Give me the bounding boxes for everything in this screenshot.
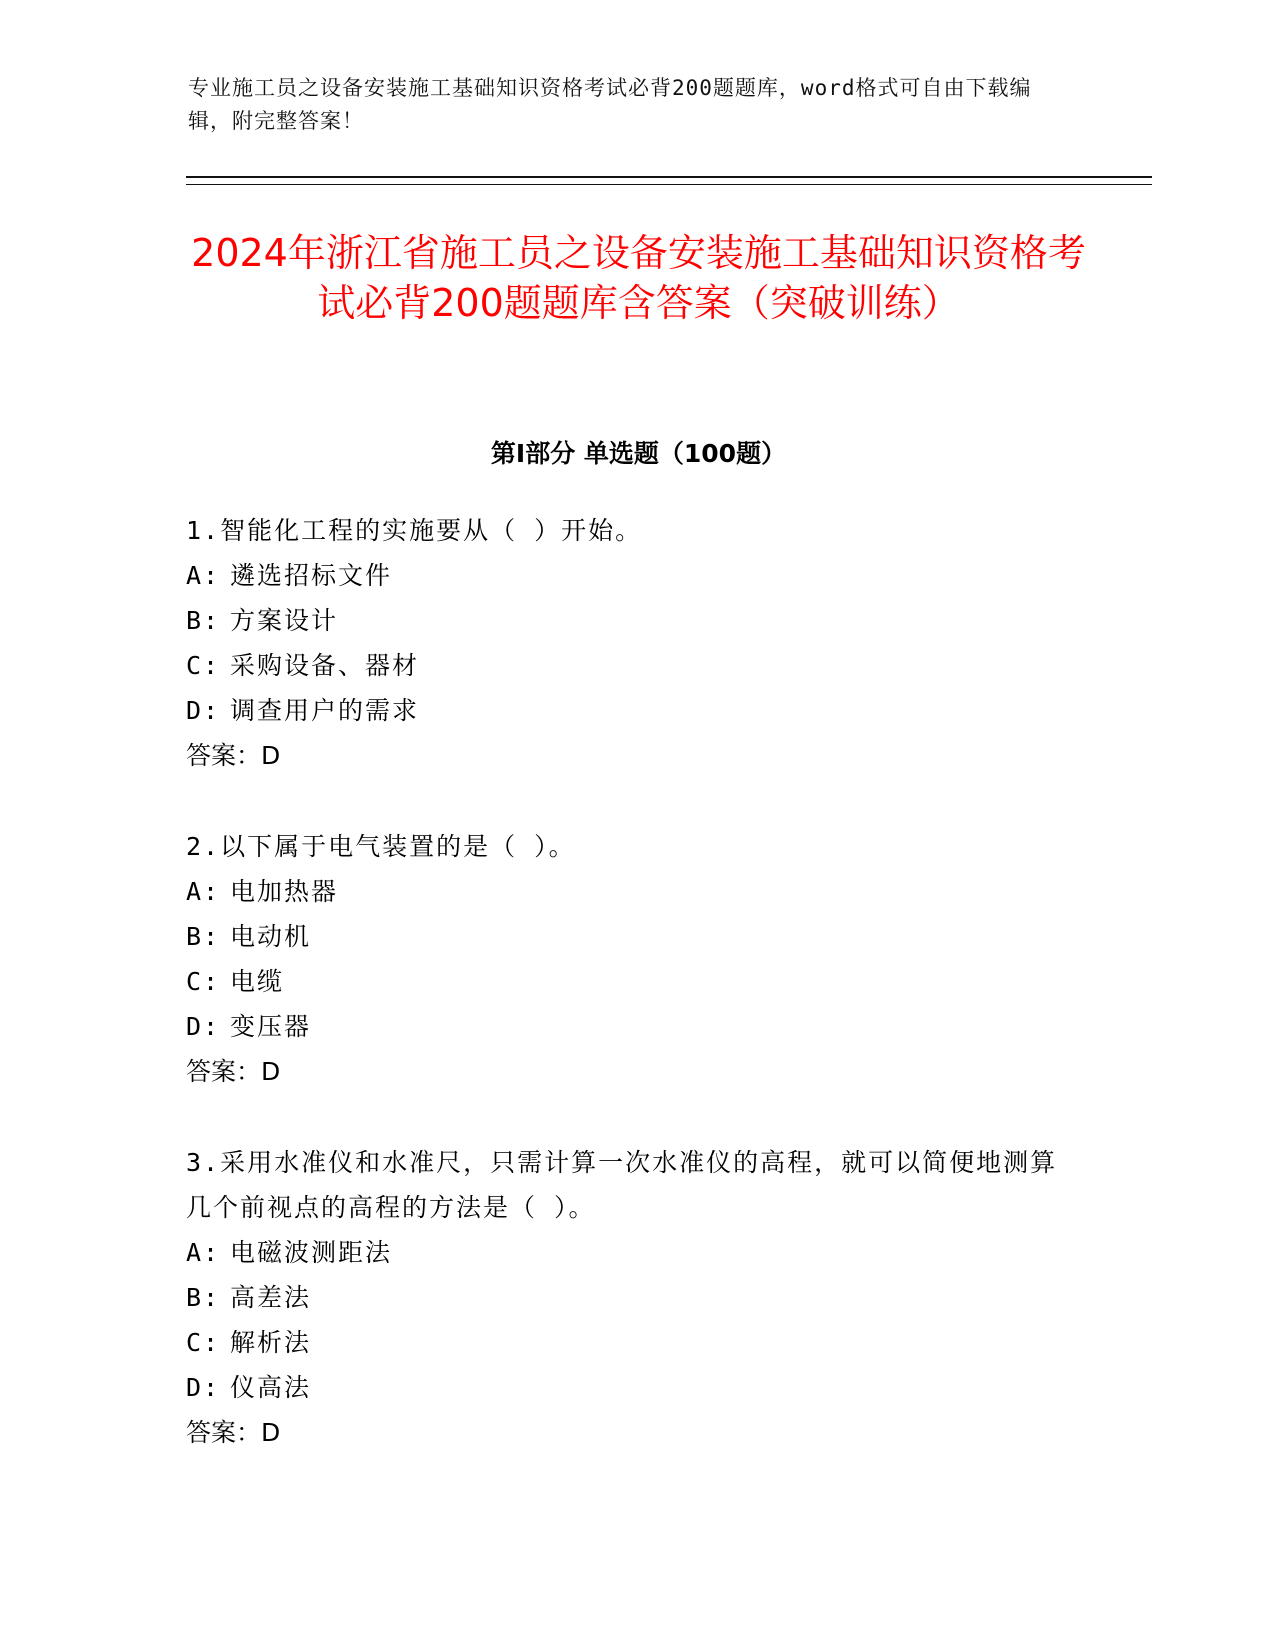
question-stem: 2.以下属于电气装置的是（ ）。 [186, 832, 576, 861]
question-item [186, 508, 1066, 778]
option-d [186, 1365, 1066, 1410]
option-key: D: [186, 1012, 221, 1041]
option-key: C: [186, 967, 221, 996]
option-d [186, 1004, 1066, 1049]
option-text: 高差法 [230, 1283, 312, 1312]
question-stem: 3.采用水准仪和水准尺，只需计算一次水准仪的高程，就可以简便地测算几个前视点的高程的方法是（ ）。 [186, 1148, 1058, 1222]
option-d [186, 688, 1066, 733]
option-text: 电缆 [230, 967, 285, 996]
option-text: 电动机 [230, 922, 312, 951]
option-b [186, 914, 1066, 959]
header-divider [186, 176, 1152, 185]
option-b [186, 598, 1066, 643]
option-key: B: [186, 922, 221, 951]
option-text: 调查用户的需求 [230, 696, 420, 725]
option-b [186, 1275, 1066, 1320]
option-key: A: [186, 561, 221, 590]
answer-line: 答案：D [186, 1057, 281, 1086]
option-c [186, 1320, 1066, 1365]
option-key: D: [186, 1373, 221, 1402]
option-text: 遴选招标文件 [230, 561, 393, 590]
document-title: 2024年浙江省施工员之设备安装施工基础知识资格考试必背200题题库含答案（突破训练） [191, 231, 1086, 325]
option-key: B: [186, 606, 221, 635]
option-c [186, 643, 1066, 688]
option-key: C: [186, 1328, 221, 1357]
option-text: 仪高法 [230, 1373, 312, 1402]
option-key: B: [186, 1283, 221, 1312]
option-text: 变压器 [230, 1012, 312, 1041]
option-text: 电磁波测距法 [230, 1238, 393, 1267]
question-item [186, 824, 1066, 1094]
header-note: 专业施工员之设备安装施工基础知识资格考试必背200题题库，word格式可自由下载编辑，附完整答案！ [188, 76, 1032, 133]
answer-line: 答案：D [186, 741, 281, 770]
question-item [186, 1140, 1066, 1455]
option-a [186, 1230, 1066, 1275]
option-text: 电加热器 [230, 877, 339, 906]
option-key: D: [186, 696, 221, 725]
option-key: C: [186, 651, 221, 680]
option-text: 方案设计 [230, 606, 339, 635]
question-stem: 1.智能化工程的实施要从（ ）开始。 [186, 516, 643, 545]
option-text: 采购设备、器材 [230, 651, 420, 680]
option-key: A: [186, 1238, 221, 1267]
answer-line: 答案：D [186, 1418, 281, 1447]
option-a [186, 553, 1066, 598]
option-text: 解析法 [230, 1328, 312, 1357]
option-c [186, 959, 1066, 1004]
option-key: A: [186, 877, 221, 906]
option-a [186, 869, 1066, 914]
part-heading: 第I部分 单选题（100题） [490, 439, 787, 468]
